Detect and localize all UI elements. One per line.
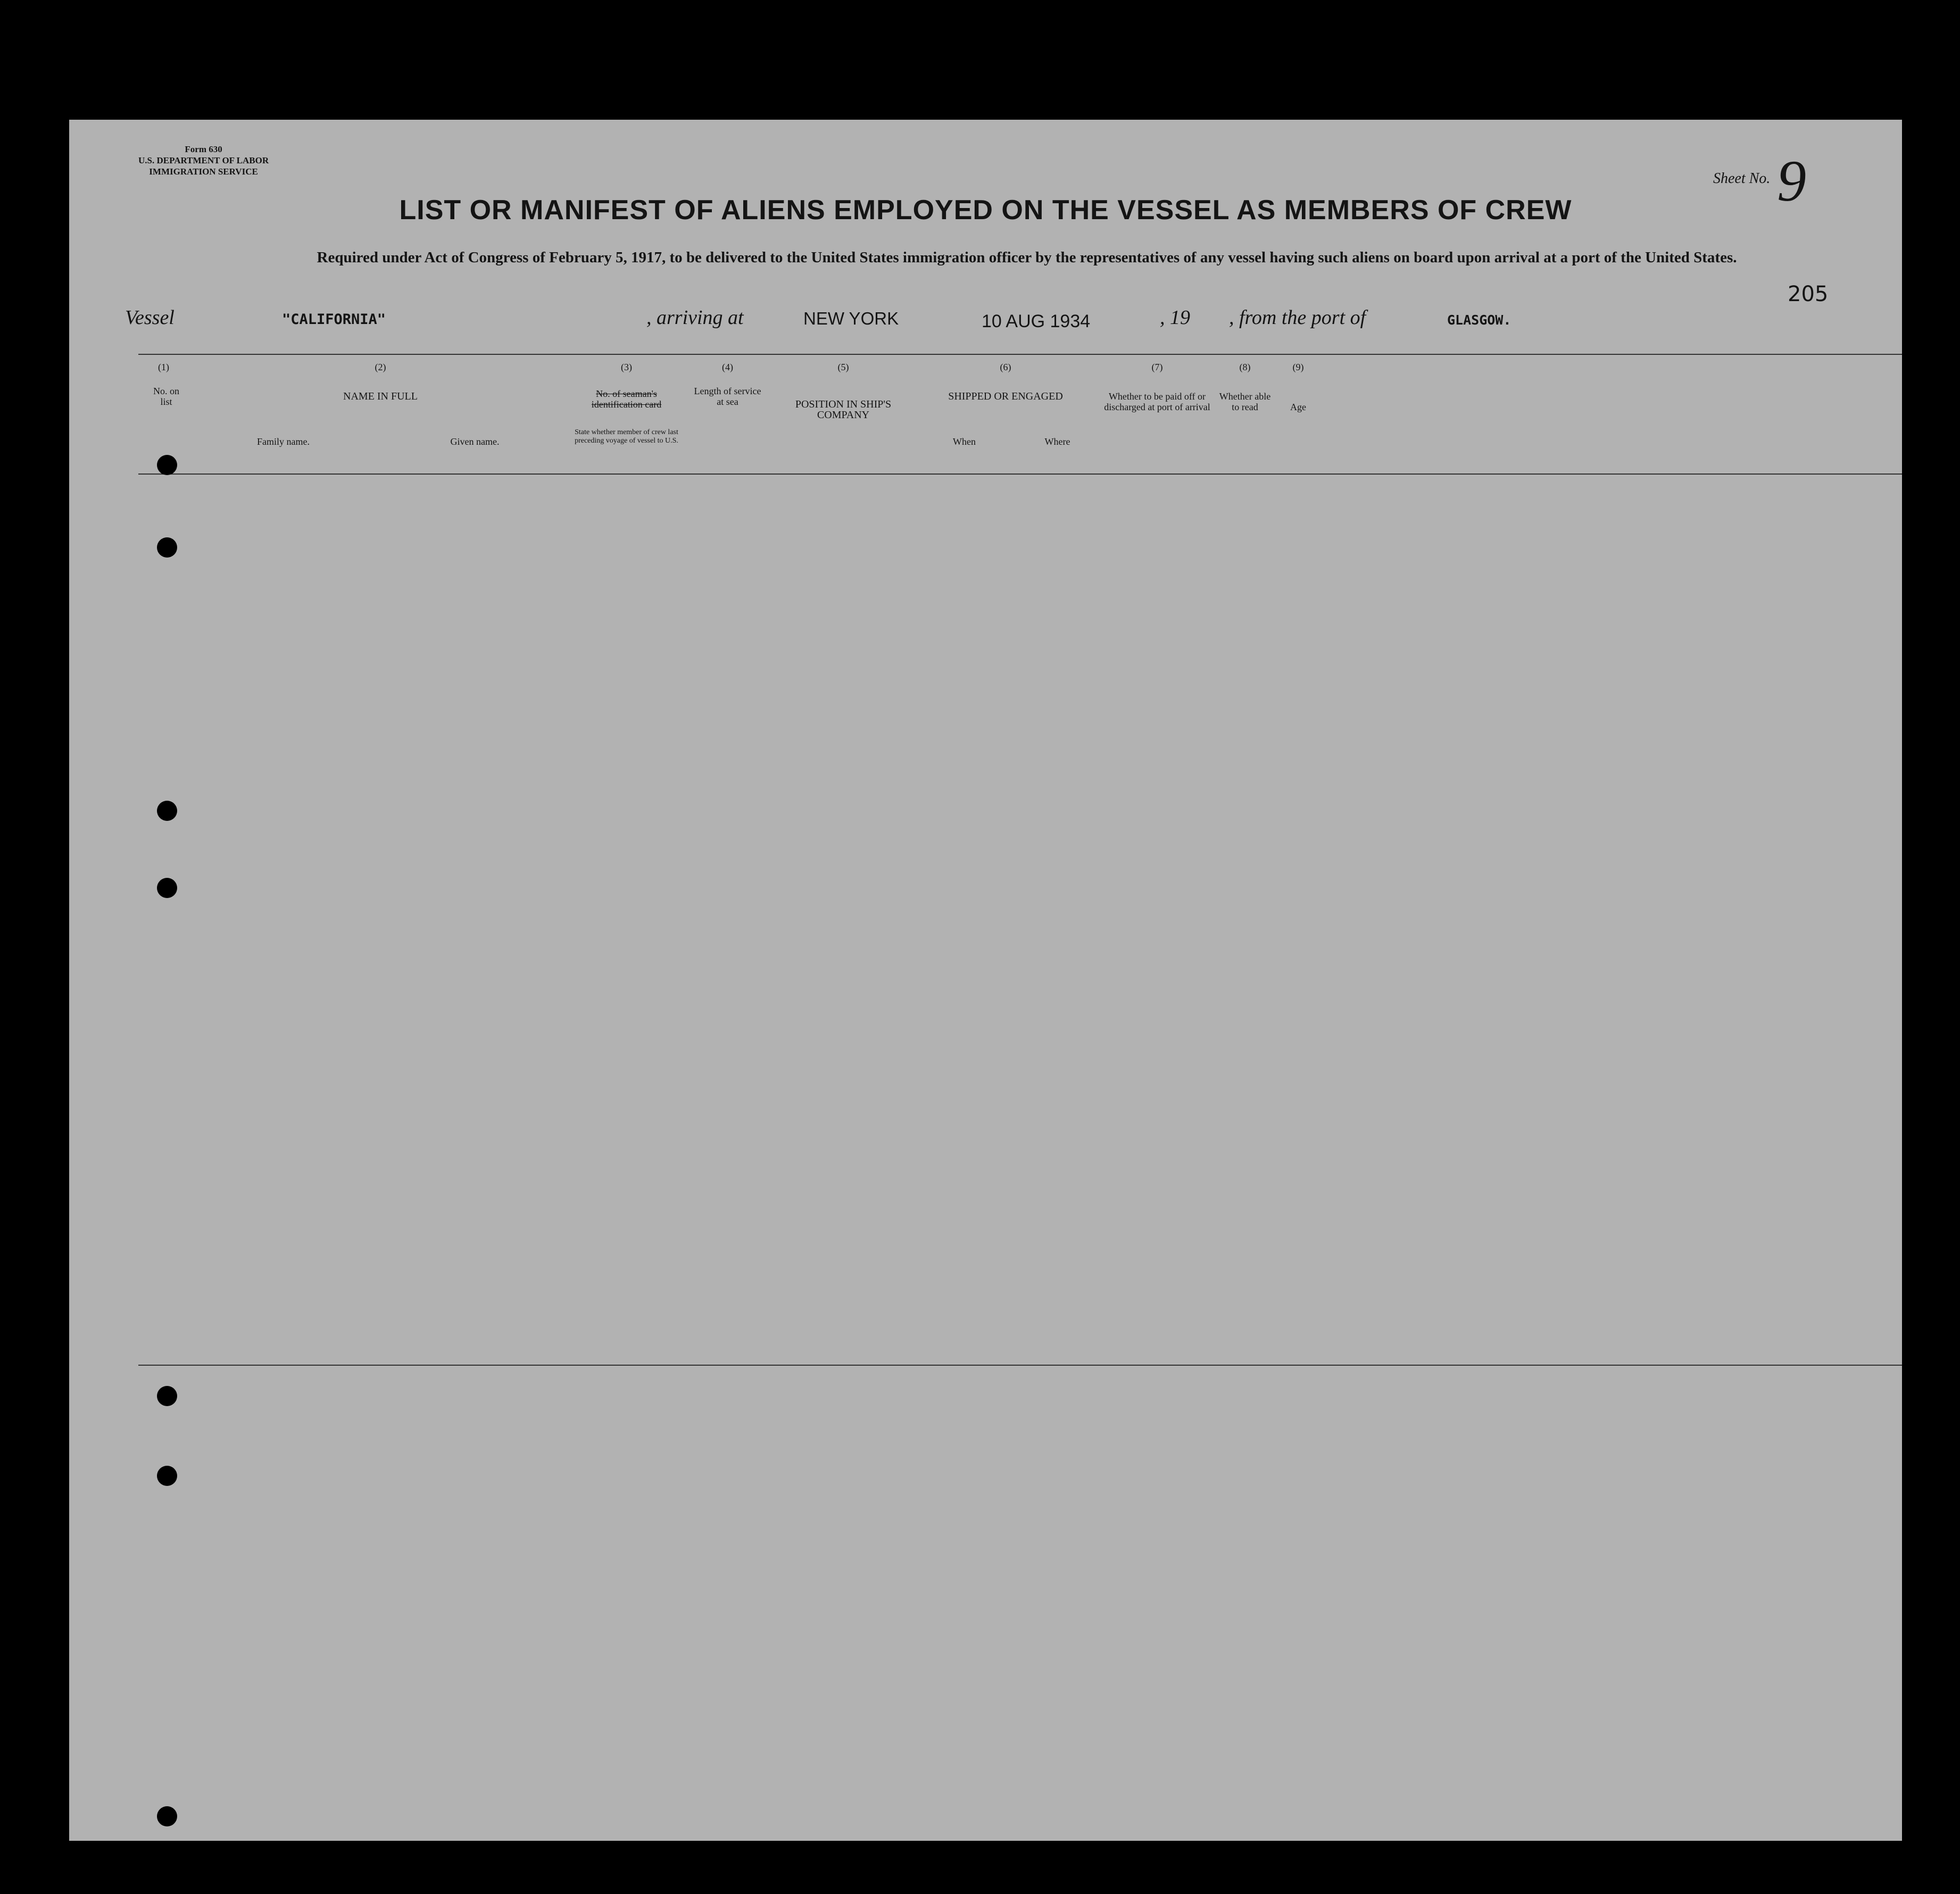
manifest-sheet — [69, 120, 1902, 1841]
col-given-header: Given name. — [450, 436, 500, 447]
col8-header: Whether able to read — [1219, 391, 1271, 412]
arrival-date: 10 AUG 1934 — [982, 311, 1091, 331]
punch-hole — [157, 801, 177, 821]
sheet-number: 9 — [1777, 148, 1806, 213]
sheet-label: Sheet No. — [1713, 170, 1771, 187]
col9-header: Age — [1290, 402, 1306, 412]
page-title: LIST OR MANIFEST OF ALIENS EMPLOYED ON THE VESSEL AS MEMBERS OF CREW — [399, 195, 1572, 226]
service-name: IMMIGRATION SERVICE — [149, 167, 258, 177]
arriving-label: , arriving at — [646, 306, 744, 329]
col6-header: SHIPPED OR ENGAGED — [948, 391, 1063, 402]
col5-header: POSITION IN SHIP'S COMPANY — [795, 398, 892, 421]
col6-num: (6) — [1000, 362, 1011, 372]
punch-hole — [157, 537, 177, 558]
col6-when: When — [953, 436, 976, 447]
col4-num: (4) — [722, 362, 733, 372]
col5-num: (5) — [837, 362, 849, 372]
form-identifier — [138, 144, 269, 177]
col8-num: (8) — [1239, 362, 1251, 372]
col4-header: Length of service at sea — [694, 386, 761, 407]
from-port-label: , from the port of — [1229, 306, 1366, 329]
from-port: GLASGOW. — [1447, 312, 1511, 328]
year-label: , 19 — [1160, 306, 1190, 329]
col3-header: No. of seaman's identification card — [591, 388, 662, 410]
punch-hole — [157, 1806, 177, 1826]
punch-hole — [157, 1386, 177, 1406]
col7-num: (7) — [1151, 362, 1163, 372]
header-bottom-rule — [138, 473, 1902, 475]
punch-hole — [157, 1466, 177, 1486]
col-name-header: NAME IN FULL — [343, 391, 418, 402]
department-name: U.S. DEPARTMENT OF LABOR — [138, 155, 269, 165]
table-top-rule — [138, 354, 1902, 355]
punch-hole — [157, 878, 177, 898]
col3-num: (3) — [621, 362, 632, 372]
col6-where: Where — [1044, 436, 1070, 447]
col-name-num: (2) — [375, 362, 386, 372]
vessel-name: "CALIFORNIA" — [282, 311, 386, 328]
col-no-header: No. on list — [153, 386, 179, 407]
col-no-num: (1) — [158, 362, 169, 372]
table-bottom-rule — [138, 1365, 1902, 1366]
punch-hole — [157, 455, 177, 475]
page-subtitle: Required under Act of Congress of February 5, 1917, to be delivered to the United States immigration officer by the representatives of any vessel having such aliens on board upon arrival at a port of the United States. — [317, 249, 1737, 266]
col-family-header: Family name. — [257, 436, 310, 447]
col9-num: (9) — [1292, 362, 1304, 372]
col3-note: State whether member of crew last preceding voyage of vessel to U.S. — [575, 428, 678, 445]
stamp-number: 205 — [1788, 282, 1829, 306]
arrival-port: NEW YORK — [803, 309, 899, 328]
vessel-label: Vessel — [125, 306, 175, 329]
form-number: Form 630 — [185, 144, 222, 154]
col7-header: Whether to be paid off or discharged at port of arrival — [1104, 391, 1210, 412]
